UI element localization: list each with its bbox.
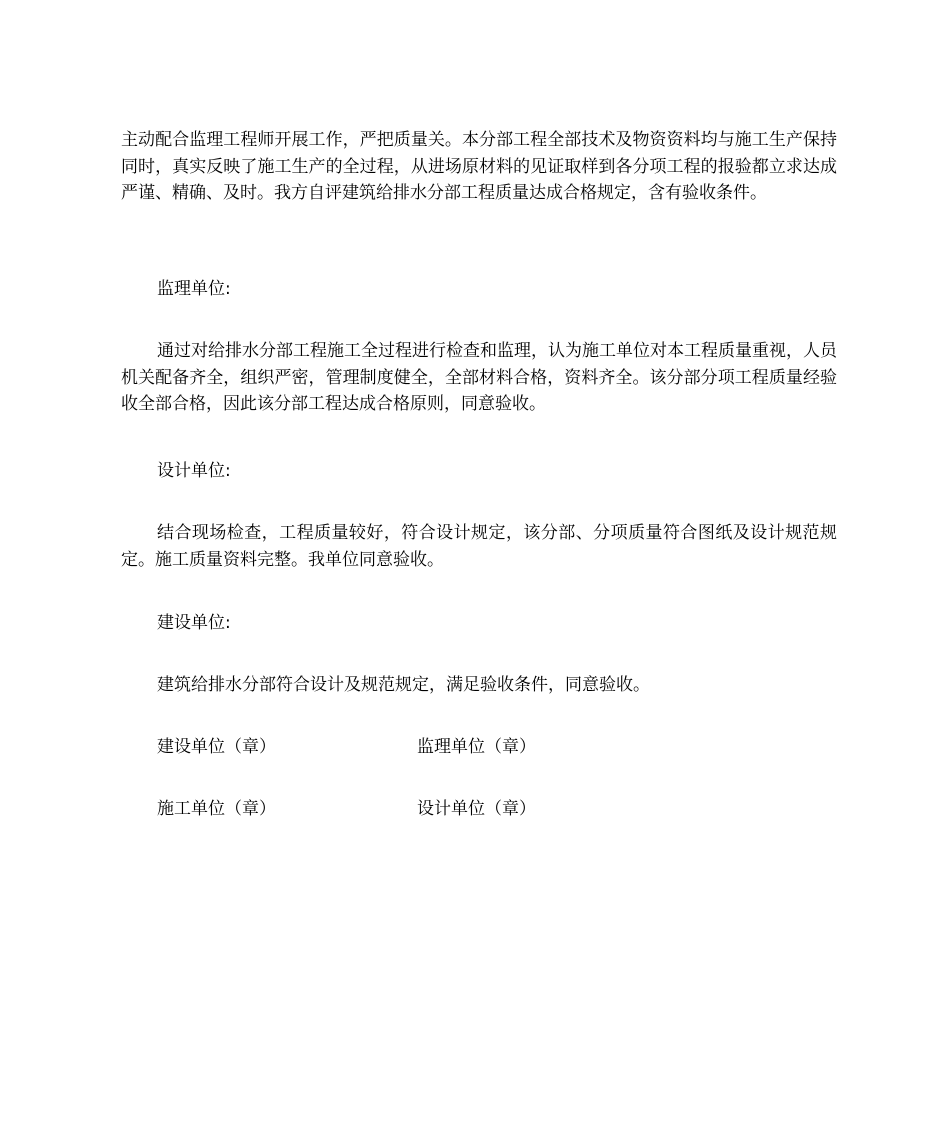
signature-supervision-seal: 监理单位（章） (417, 737, 536, 757)
signature-owner-seal: 建设单位（章） (157, 737, 276, 757)
section-heading-construction-owner: 建设单位: (157, 613, 231, 633)
section-heading-design: 设计单位: (157, 461, 231, 481)
intro-paragraph: 主动配合监理工程师开展工作，严把质量关。本分部工程全部技术及物资资料均与施工生产保持同时，真实反映了施工生产的全过程，从进场原材料的见证取样到各分项工程的报验都立求达成严谨、精确、及时。我方自评建筑给排水分部工程质量达成合格规定，含有验收条件。 (121, 130, 837, 203)
signature-contractor-seal: 施工单位（章） (157, 799, 276, 819)
signature-design-seal: 设计单位（章） (417, 799, 536, 819)
section-body-construction-owner: 建筑给排水分部符合设计及规范规定，满足验收条件，同意验收。 (157, 675, 650, 695)
section-body-supervision: 通过对给排水分部工程施工全过程进行检查和监理，认为施工单位对本工程质量重视，人员机关配备齐全，组织严密，管理制度健全，全部材料合格，资料齐全。该分部分项工程质量经验收全部合格，因此该分部工程达成合格原则，同意验收。 (121, 341, 837, 414)
section-body-design: 结合现场检查，工程质量较好，符合设计规定，该分部、分项质量符合图纸及设计规范规定。施工质量资料完整。我单位同意验收。 (121, 523, 837, 570)
section-heading-supervision: 监理单位: (157, 279, 231, 299)
